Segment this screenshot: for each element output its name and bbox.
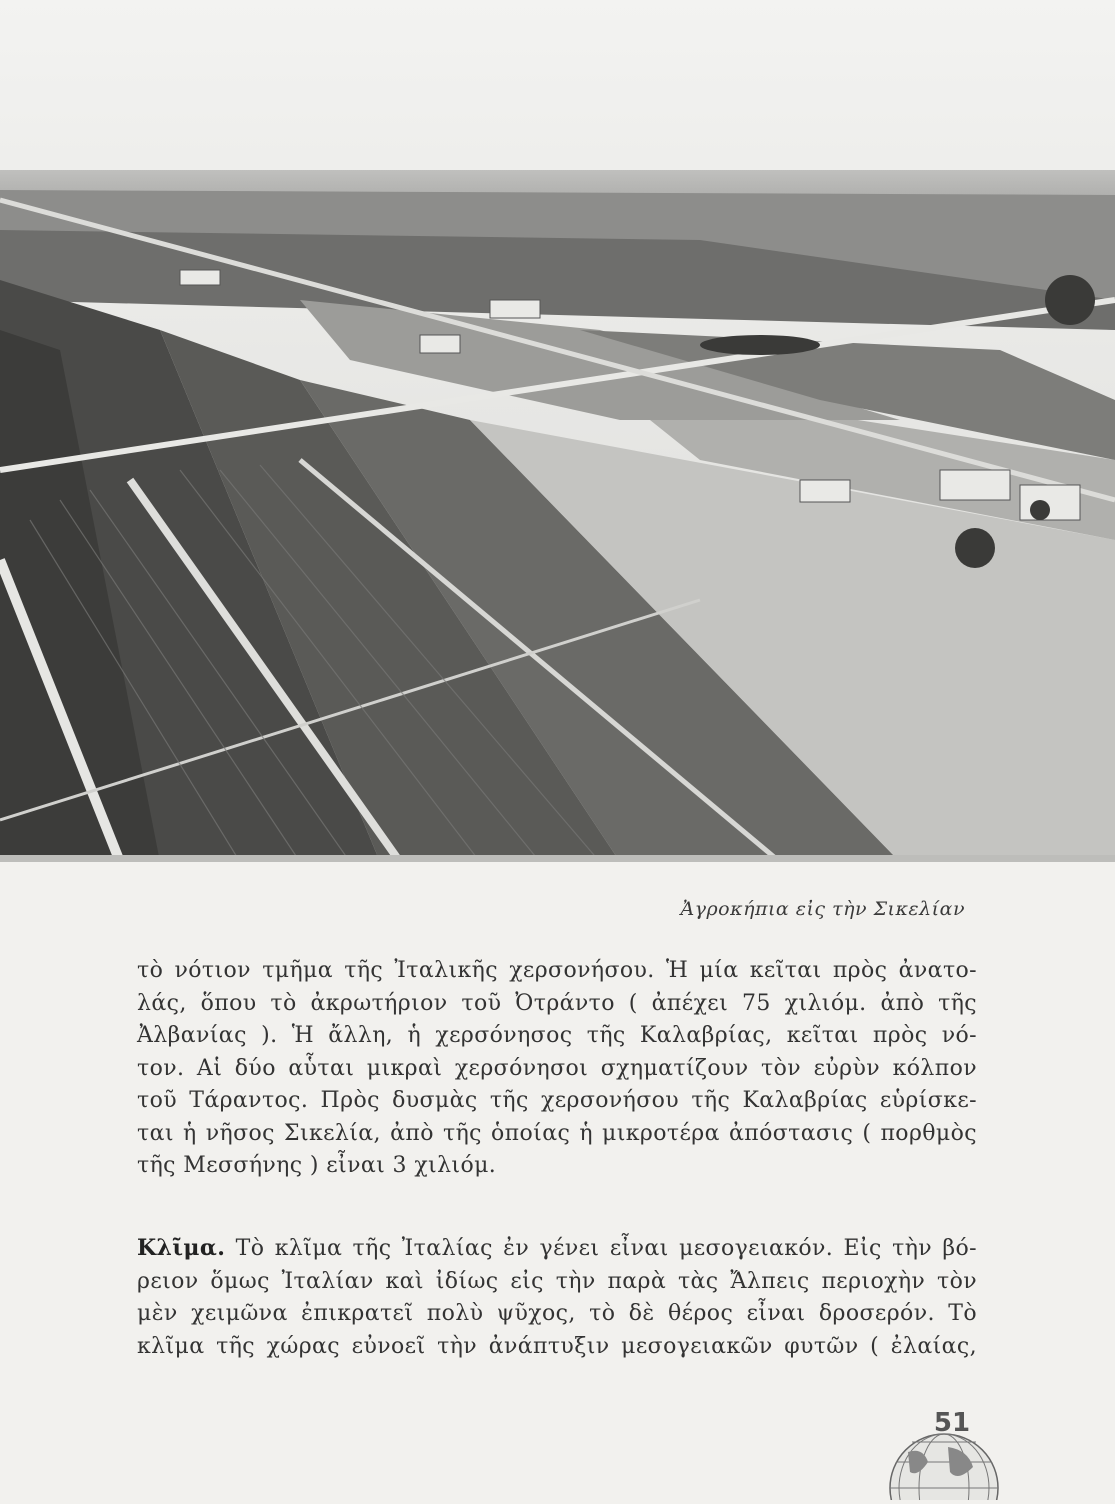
- page-number: 51: [933, 1408, 971, 1438]
- paragraph-line: ται ἡ νῆσος Σικελία, ἀπὸ τῆς ὁποίας ἡ μικροτέρα ἀπόστασις ( πορθμὸς: [137, 1120, 977, 1146]
- photo-caption: Ἀγροκήπια εἰς τὴν Σικελίαν: [680, 898, 965, 920]
- climate-first-line: [137, 1232, 977, 1266]
- paragraph-line: ρειον ὅμως Ἰταλίαν καὶ ἰδίως εἰς τὴν παρὰ τὰς Ἄλπεις περιοχὴν τὸν: [137, 1268, 977, 1294]
- paragraph-line: λάς, ὅπου τὸ ἀκρωτήριον τοῦ Ὀτράντο ( ἀπέχει 75 χιλιόμ. ἀπὸ τῆς: [137, 990, 977, 1016]
- section-climate: [137, 1232, 977, 1363]
- paragraph-geography: [137, 955, 977, 1183]
- section-heading-climate: Κλῖμα.: [137, 1235, 226, 1261]
- paragraph-line: κλῖμα τῆς χώρας εὐνοεῖ τὴν ἀνάπτυξιν μεσογειακῶν φυτῶν ( ἐλαίας,: [137, 1333, 977, 1359]
- globe-icon: [888, 1432, 1000, 1500]
- paragraph-line: τον. Αἱ δύο αὗται μικραὶ χερσόνησοι σχηματίζουν τὸν εὐρὺν κόλπον: [137, 1055, 977, 1081]
- paragraph-line: τοῦ Τάραντος. Πρὸς δυσμὰς τῆς χερσονήσου τῆς Καλαβρίας εὑρίσκε-: [137, 1088, 977, 1113]
- paragraph-line: τὸ νότιον τμῆμα τῆς Ἰταλικῆς χερσονήσου. Ἡ μία κεῖται πρὸς ἀνατο-: [137, 958, 977, 983]
- climate-line-text: Τὸ κλῖμα τῆς Ἰταλίας ἐν γένει εἶναι μεσογειακόν. Εἰς τὴν βό-: [225, 1236, 977, 1261]
- paragraph-line: μὲν χειμῶνα ἐπικρατεῖ πολὺ ψῦχος, τὸ δὲ θέρος εἶναι δροσερόν. Τὸ: [137, 1301, 977, 1326]
- paragraph-line: τῆς Μεσσήνης ) εἶναι 3 χιλιόμ.: [137, 1153, 497, 1178]
- paragraph-line: Ἀλβανίας ). Ἡ ἄλλη, ἡ χερσόνησος τῆς Καλαβρίας, κεῖται πρὸς νό-: [137, 1023, 977, 1048]
